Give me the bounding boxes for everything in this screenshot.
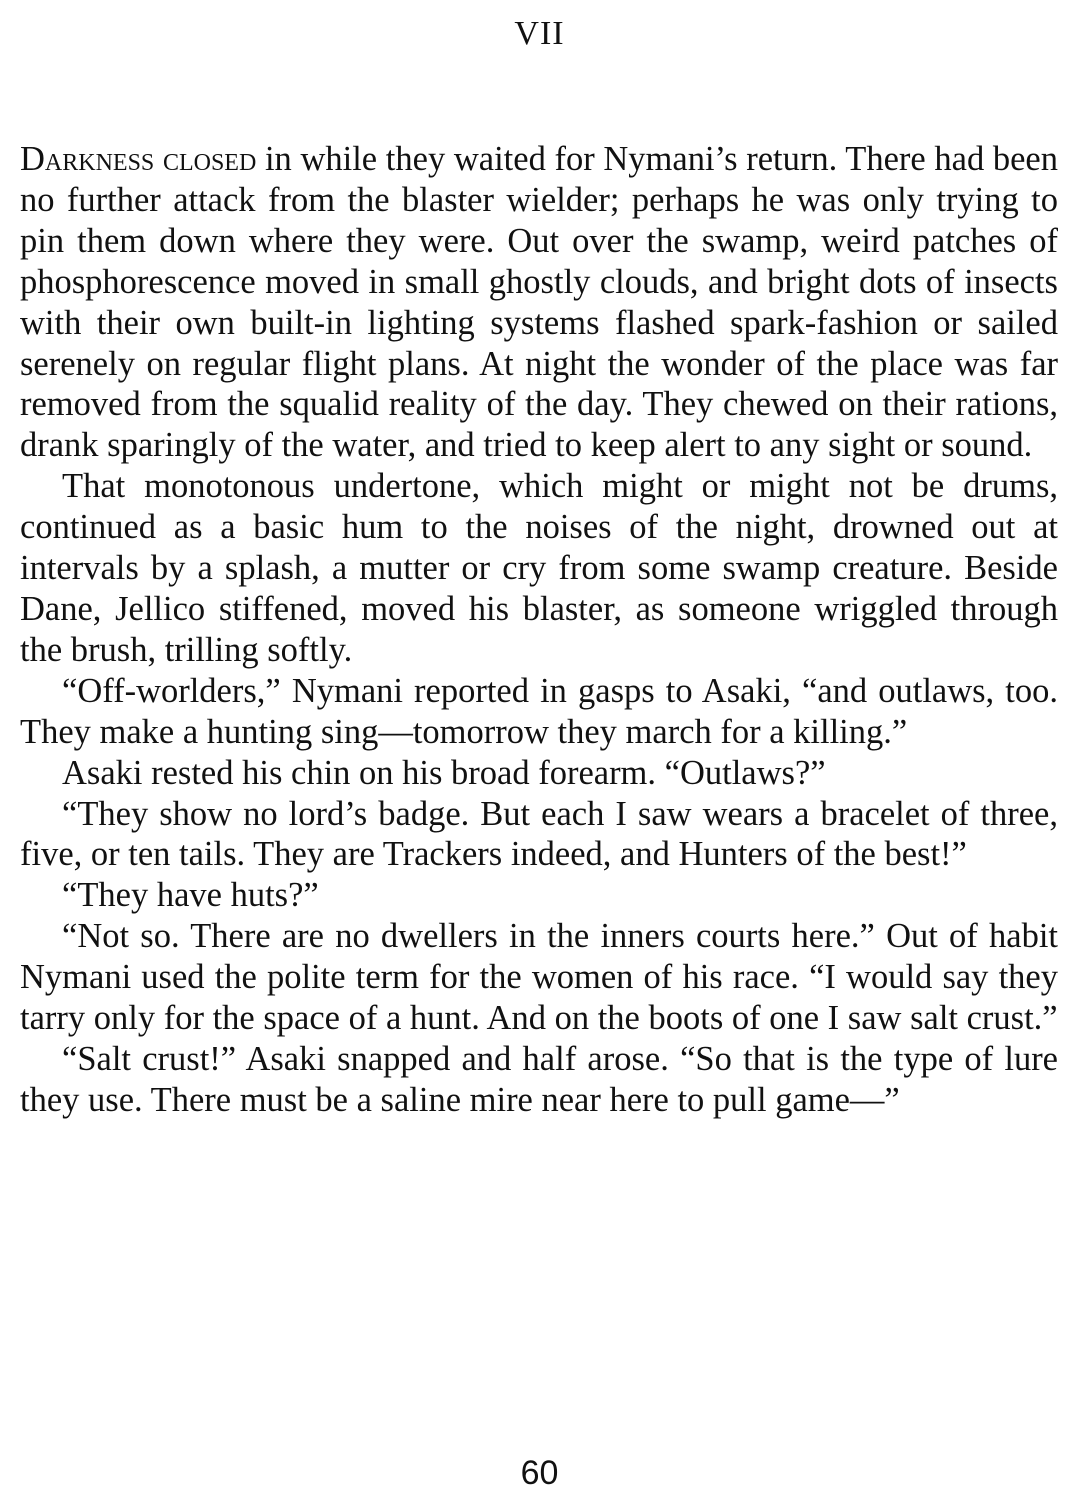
page-number: 60 xyxy=(520,1454,559,1492)
paragraph xyxy=(20,139,1058,466)
paragraph-text: in while they waited for Nymani’s return. There had been no further attack from the blaster wielder; perhaps he was only trying to pin them down where they were. Out over the swamp, weird patches of phosphorescence moved in small ghostly clouds, and bright dots of insects with their own built-in lighting systems flashed spark-fashion or sailed serenely on regular flight plans. At night the wonder of the place was far removed from the squalid reality of the day. They chewed on their rations, drank sparingly of the water, and tried to keep alert to any sight or sound. xyxy=(20,140,1058,465)
paragraph: “Not so. There are no dwellers in the inners courts here.” Out of habit Nymani used the polite term for the women of his race. “I would say they tarry only for the space of a hunt. And on the boots of one I saw salt crust.” xyxy=(20,917,1058,1038)
paragraph: “Off-worlders,” Nymani reported in gasps to Asaki, “and outlaws, too. They make a hunting sing—tomorrow they march for a killing.” xyxy=(20,671,1058,751)
body-text xyxy=(20,139,1058,1121)
paragraph: That monotonous undertone, which might or might not be drums, continued as a basic hum to the noises of the night, drowned out at intervals by a splash, a mutter or cry from some swamp creature. Beside Dane, Jellico stiffened, moved his blaster, as someone wriggled through the brush, trilling softly. xyxy=(20,467,1058,669)
opening-small-caps: Darkness closed xyxy=(20,140,257,178)
paragraph: “They have huts?” xyxy=(62,876,319,915)
chapter-heading: VII xyxy=(514,15,565,52)
paragraph: “Salt crust!” Asaki snapped and half arose. “So that is the type of lure they use. There must be a saline mire near here to pull game—” xyxy=(20,1039,1058,1119)
paragraph: “They show no lord’s badge. But each I saw wears a bracelet of three, five, or ten tails. They are Trackers indeed, and Hunters of the best!” xyxy=(20,794,1058,874)
paragraph: Asaki rested his chin on his broad forearm. “Outlaws?” xyxy=(62,753,826,792)
